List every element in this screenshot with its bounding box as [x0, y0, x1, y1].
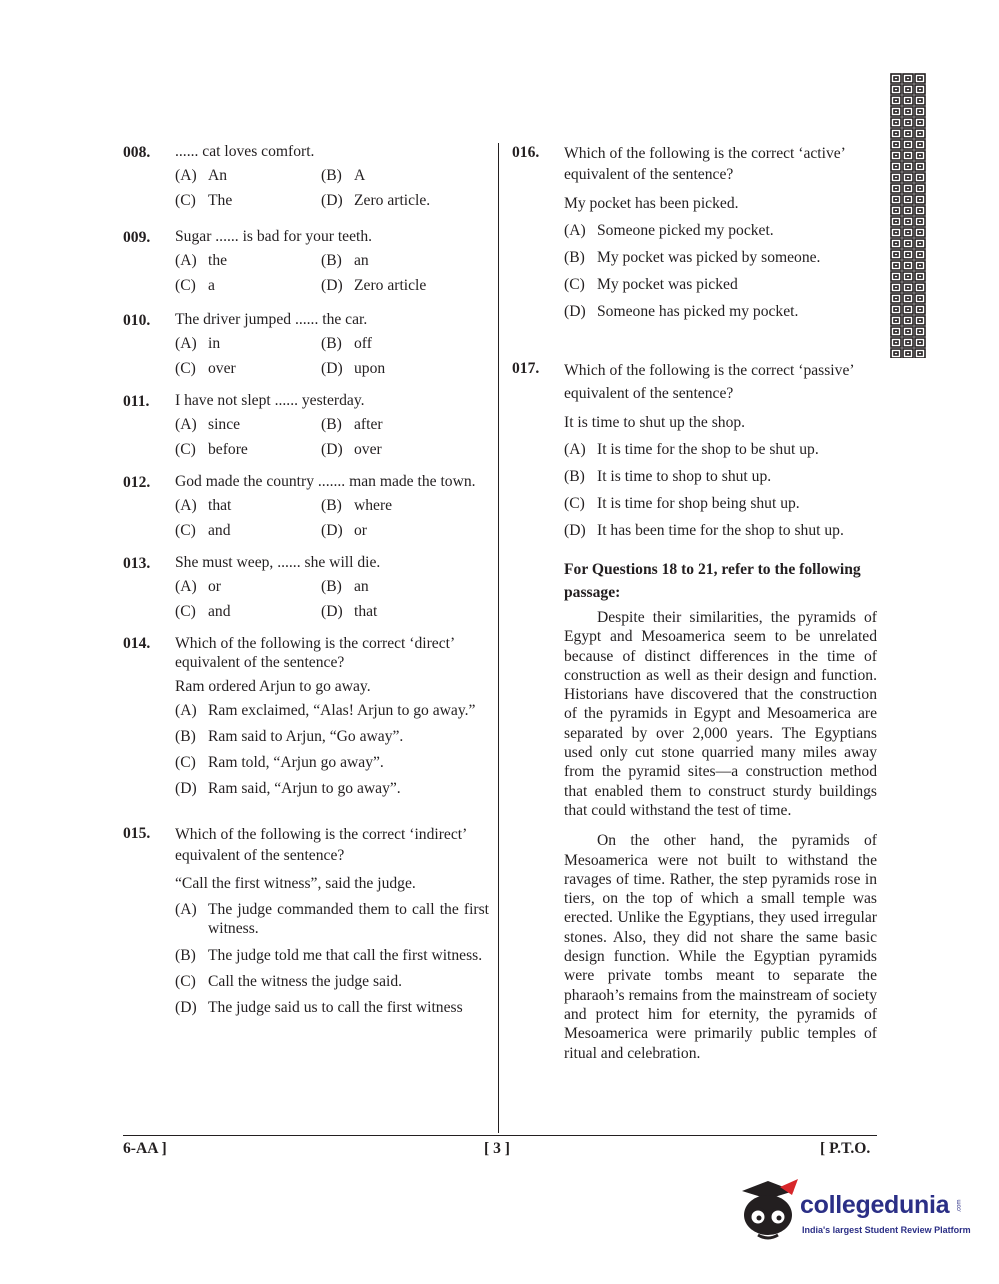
question-number: 014.: [123, 635, 151, 652]
qr-cell-inner: [894, 308, 898, 311]
qr-cell-inner: [906, 187, 910, 190]
qr-cell: [891, 195, 901, 204]
qr-cell-inner: [906, 176, 910, 179]
qr-cell: [915, 74, 925, 83]
option-a: (A) It is time for the shop to be shut up.: [564, 441, 819, 458]
qr-cell: [891, 283, 901, 292]
qr-cell: [891, 239, 901, 248]
qr-cell: [903, 129, 913, 138]
qr-cell: [891, 118, 901, 127]
question-009: [123, 228, 489, 295]
option-a: (A) The judge commanded them to call the first witness.: [175, 901, 489, 937]
qr-cell: [891, 349, 901, 358]
question-008: [123, 143, 489, 210]
qr-cell-inner: [906, 121, 910, 124]
qr-cell-inner: [918, 231, 922, 234]
qr-code: [890, 73, 927, 358]
question-number: 010.: [123, 312, 151, 329]
qr-cell: [891, 316, 901, 325]
option-b: (B) My pocket was picked by someone.: [564, 249, 821, 266]
option-c: (C) Call the witness the judge said.: [175, 973, 403, 990]
qr-cell: [891, 107, 901, 116]
option-d: (D) It has been time for the shop to shut up.: [564, 522, 844, 539]
qr-cell: [915, 327, 925, 336]
qr-cell: [903, 74, 913, 83]
qr-cell: [891, 305, 901, 314]
qr-cell-inner: [918, 165, 922, 168]
qr-cell: [891, 96, 901, 105]
qr-cell: [891, 162, 901, 171]
option-c: (C) and: [175, 522, 231, 539]
brand-name: collegedunia: [800, 1191, 950, 1219]
qr-cell-inner: [918, 132, 922, 135]
qr-cell-inner: [918, 286, 922, 289]
option-d: (D) Ram said, “Arjun to go away”.: [175, 780, 401, 797]
qr-cell-inner: [918, 330, 922, 333]
right-column: [512, 143, 877, 1063]
qr-cell-inner: [894, 187, 898, 190]
footer-code: 6-AA ]: [123, 1140, 167, 1157]
qr-cell-inner: [906, 341, 910, 344]
option-a: (A) or: [175, 578, 221, 595]
qr-cell-inner: [918, 297, 922, 300]
page-number: [ 3 ]: [484, 1140, 510, 1157]
qr-cell-inner: [918, 341, 922, 344]
qr-cell: [915, 316, 925, 325]
qr-cell-inner: [918, 209, 922, 212]
qr-cell-inner: [918, 198, 922, 201]
qr-cell-inner: [906, 264, 910, 267]
qr-cell-inner: [906, 330, 910, 333]
qr-cell: [891, 294, 901, 303]
question-sentence: “Call the first witness”, said the judge.: [175, 875, 416, 892]
qr-cell: [903, 162, 913, 171]
qr-cell-inner: [906, 231, 910, 234]
qr-cell: [915, 294, 925, 303]
qr-cell: [891, 250, 901, 259]
question-text: Which of the following is the correct ‘indirect’ equivalent of the sentence?: [175, 826, 467, 864]
qr-cell-inner: [894, 330, 898, 333]
qr-cell-inner: [918, 264, 922, 267]
qr-cell-inner: [918, 176, 922, 179]
qr-cell-inner: [918, 308, 922, 311]
qr-cell: [891, 74, 901, 83]
question-sentence: My pocket has been picked.: [564, 195, 739, 212]
option-d: (D) or: [321, 522, 367, 539]
qr-cell: [915, 184, 925, 193]
qr-cell-inner: [906, 253, 910, 256]
column-divider: [498, 143, 499, 1133]
qr-cell-inner: [894, 143, 898, 146]
qr-cell-inner: [918, 154, 922, 157]
collegedunia-logo: [740, 1175, 970, 1255]
qr-cell: [891, 338, 901, 347]
qr-cell: [891, 173, 901, 182]
qr-cell: [903, 250, 913, 259]
qr-cell-inner: [906, 297, 910, 300]
qr-cell: [891, 151, 901, 160]
qr-cell: [915, 85, 925, 94]
qr-cell-inner: [894, 253, 898, 256]
option-b: (B) after: [321, 416, 383, 433]
option-c: (C) Ram told, “Arjun go away”.: [175, 754, 384, 771]
qr-cell-inner: [894, 154, 898, 157]
qr-cell-inner: [894, 209, 898, 212]
option-c: (C) a: [175, 277, 215, 294]
qr-cell: [903, 195, 913, 204]
qr-cell: [915, 217, 925, 226]
qr-cell: [903, 305, 913, 314]
qr-cell-inner: [894, 77, 898, 80]
qr-cell: [903, 184, 913, 193]
qr-cell: [891, 206, 901, 215]
qr-cell: [903, 173, 913, 182]
option-b: (B) A: [321, 167, 366, 184]
qr-cell: [903, 228, 913, 237]
question-011: [123, 392, 489, 459]
option-b: (B) Ram said to Arjun, “Go away”.: [175, 728, 404, 745]
qr-cell-inner: [906, 352, 910, 355]
option-a: (A) Ram exclaimed, “Alas! Arjun to go away.”: [175, 702, 476, 719]
qr-cell: [915, 349, 925, 358]
qr-cell: [915, 261, 925, 270]
option-b: (B) where: [321, 497, 393, 514]
question-015: [123, 824, 489, 1017]
qr-cell-inner: [906, 154, 910, 157]
option-c: (C) over: [175, 360, 236, 377]
qr-cell-inner: [894, 176, 898, 179]
qr-cell-inner: [918, 253, 922, 256]
qr-cell-inner: [918, 187, 922, 190]
option-c: (C) before: [175, 441, 248, 458]
option-c: (C) and: [175, 603, 231, 620]
qr-cell-inner: [918, 110, 922, 113]
qr-cell-inner: [918, 143, 922, 146]
qr-cell-inner: [894, 121, 898, 124]
qr-cell-inner: [906, 275, 910, 278]
question-text: Sugar ...... is bad for your teeth.: [175, 228, 373, 245]
qr-cell: [903, 239, 913, 248]
qr-cell-inner: [906, 319, 910, 322]
brand-tagline: India's largest Student Review Platform: [802, 1225, 971, 1235]
qr-cell-inner: [894, 110, 898, 113]
option-a: (A) Someone picked my pocket.: [564, 222, 774, 239]
qr-cell: [903, 349, 913, 358]
qr-cell-inner: [918, 352, 922, 355]
qr-cell: [891, 272, 901, 281]
qr-cell: [891, 327, 901, 336]
qr-cell: [891, 140, 901, 149]
qr-cell-inner: [906, 77, 910, 80]
qr-cell: [891, 184, 901, 193]
question-number: 013.: [123, 555, 151, 572]
question-number: 011.: [123, 393, 150, 410]
question-number: 017.: [512, 360, 540, 377]
qr-cell: [903, 316, 913, 325]
option-d: (D) The judge said us to call the first witness: [175, 999, 463, 1016]
qr-cell-inner: [906, 209, 910, 212]
question-text: ...... cat loves comfort.: [175, 143, 315, 160]
question-text: Which of the following is the correct ‘direct’ equivalent of the sentence?: [175, 635, 454, 671]
option-a: (A) since: [175, 416, 241, 433]
question-number: 008.: [123, 144, 151, 161]
qr-cell: [903, 206, 913, 215]
qr-cell: [891, 85, 901, 94]
qr-cell-inner: [894, 88, 898, 91]
question-013: [123, 554, 489, 621]
question-text: God made the country ....... man made the town.: [175, 473, 476, 490]
question-number: 009.: [123, 229, 151, 246]
qr-cell: [915, 107, 925, 116]
question-010: [123, 311, 489, 378]
passage-heading: For Questions 18 to 21, refer to the following passage:: [564, 561, 861, 601]
qr-cell-inner: [906, 242, 910, 245]
qr-cell: [903, 272, 913, 281]
qr-cell: [891, 228, 901, 237]
qr-cell-inner: [918, 121, 922, 124]
question-text: The driver jumped ...... the car.: [175, 311, 368, 328]
qr-cell: [915, 228, 925, 237]
option-a: (A) An: [175, 167, 228, 184]
footer-rule: [123, 1135, 877, 1136]
passage: [564, 608, 877, 1063]
qr-cell-inner: [918, 242, 922, 245]
qr-cell-inner: [918, 275, 922, 278]
qr-cell: [915, 283, 925, 292]
qr-cell-inner: [906, 132, 910, 135]
qr-cell-inner: [894, 286, 898, 289]
option-b: (B) an: [321, 252, 369, 269]
mascot-icon: [740, 1175, 800, 1255]
qr-cell-inner: [894, 242, 898, 245]
question-sentence: Ram ordered Arjun to go away.: [175, 678, 371, 695]
qr-cell-inner: [918, 319, 922, 322]
qr-cell-inner: [906, 99, 910, 102]
qr-cell-inner: [906, 198, 910, 201]
option-a: (A) in: [175, 335, 221, 352]
option-b: (B) off: [321, 335, 372, 352]
question-012: [123, 473, 489, 540]
qr-cell-inner: [918, 77, 922, 80]
question-017: [512, 359, 877, 540]
passage-paragraph-1: Despite their similarities, the pyramids of Egypt and Mesoamerica seem to be unrelated because of distinct differences in the time of construction as well as their design and function. Historians have discovered that the construction of the pyramids in Egypt and Mesoamerica are separated by over 2,000 years. The Egyptians used only cut stone quarried many miles away from the pyramid sites—a construction method that enabled them to construct sturdy buildings that could withstand the test of time.: [564, 609, 877, 819]
qr-cell-inner: [906, 220, 910, 223]
qr-cell-inner: [894, 319, 898, 322]
question-number: 012.: [123, 474, 151, 491]
option-d: (D) that: [321, 603, 378, 620]
qr-cell: [915, 162, 925, 171]
option-b: (B) an: [321, 578, 369, 595]
qr-cell-inner: [906, 165, 910, 168]
brand-suffix: .com: [956, 1199, 963, 1213]
option-a: (A) the: [175, 252, 228, 269]
option-b: (B) It is time to shop to shut up.: [564, 468, 772, 485]
qr-cell: [915, 206, 925, 215]
qr-cell: [903, 96, 913, 105]
qr-cell-inner: [894, 220, 898, 223]
qr-cell: [915, 129, 925, 138]
question-number: 015.: [123, 825, 151, 842]
option-d: (D) upon: [321, 360, 386, 377]
question-text: I have not slept ...... yesterday.: [175, 392, 365, 409]
qr-cell: [903, 217, 913, 226]
qr-cell: [891, 217, 901, 226]
qr-cell: [903, 294, 913, 303]
qr-cell: [915, 151, 925, 160]
qr-cell: [915, 272, 925, 281]
qr-cell-inner: [918, 99, 922, 102]
qr-cell-inner: [906, 308, 910, 311]
qr-cell: [915, 96, 925, 105]
qr-cell: [915, 118, 925, 127]
qr-cell-inner: [894, 341, 898, 344]
qr-cell-inner: [894, 231, 898, 234]
option-a: (A) that: [175, 497, 232, 514]
qr-cell: [891, 129, 901, 138]
qr-cell-inner: [906, 88, 910, 91]
option-b: (B) The judge told me that call the first witness.: [175, 947, 483, 964]
option-d: (D) Someone has picked my pocket.: [564, 303, 799, 320]
qr-cell: [903, 327, 913, 336]
question-text: Which of the following is the correct ‘passive’ equivalent of the sentence?: [564, 362, 854, 402]
qr-cell-inner: [906, 110, 910, 113]
option-c: (C) The: [175, 192, 233, 209]
qr-cell: [903, 107, 913, 116]
option-d: (D) Zero article: [321, 277, 427, 294]
qr-cell-inner: [894, 132, 898, 135]
qr-cell-inner: [894, 198, 898, 201]
option-d: (D) over: [321, 441, 382, 458]
qr-cell: [903, 118, 913, 127]
qr-cell: [891, 261, 901, 270]
qr-cell: [903, 140, 913, 149]
qr-cell: [915, 250, 925, 259]
qr-cell-inner: [918, 88, 922, 91]
qr-cell-inner: [894, 275, 898, 278]
qr-cell-inner: [894, 99, 898, 102]
question-number: 016.: [512, 144, 540, 161]
pto-label: [ P.T.O.: [820, 1140, 871, 1157]
qr-cell: [903, 338, 913, 347]
qr-cell-inner: [906, 286, 910, 289]
qr-cell: [915, 140, 925, 149]
qr-cell-inner: [894, 165, 898, 168]
qr-cell: [915, 173, 925, 182]
qr-cell-inner: [918, 220, 922, 223]
qr-cell-inner: [894, 352, 898, 355]
option-c: (C) It is time for shop being shut up.: [564, 495, 800, 512]
qr-cell-inner: [894, 297, 898, 300]
option-c: (C) My pocket was picked: [564, 276, 738, 293]
qr-cell: [903, 151, 913, 160]
question-016: [512, 143, 877, 321]
qr-cell: [915, 195, 925, 204]
question-text: She must weep, ...... she will die.: [175, 554, 381, 571]
qr-cell-inner: [894, 264, 898, 267]
option-d: (D) Zero article.: [321, 192, 431, 209]
left-column: [123, 143, 489, 1017]
qr-cell: [915, 305, 925, 314]
qr-cell: [903, 261, 913, 270]
qr-cell: [903, 85, 913, 94]
qr-cell: [915, 338, 925, 347]
passage-paragraph-2: On the other hand, the pyramids of Mesoamerica were not built to withstand the ravages of time. Rather, the step pyramids rose in tiers, on the top of which a small temple was erected. Unlike the Egyptians, they used irregular stones. Also, they did not share the same basic design function. While the Egyptian pyramids were private tombs meant to separate the pharaoh’s remains from the mainstream of society and protect him for eternity, the pyramids of Mesoamerica were primarily public temples of ritual and celebration.: [564, 832, 877, 1062]
question-014: [123, 634, 489, 798]
question-sentence: It is time to shut up the shop.: [564, 414, 746, 431]
qr-cell: [903, 283, 913, 292]
qr-cell-inner: [906, 143, 910, 146]
question-text: Which of the following is the correct ‘active’ equivalent of the sentence?: [564, 145, 845, 183]
qr-cell: [915, 239, 925, 248]
